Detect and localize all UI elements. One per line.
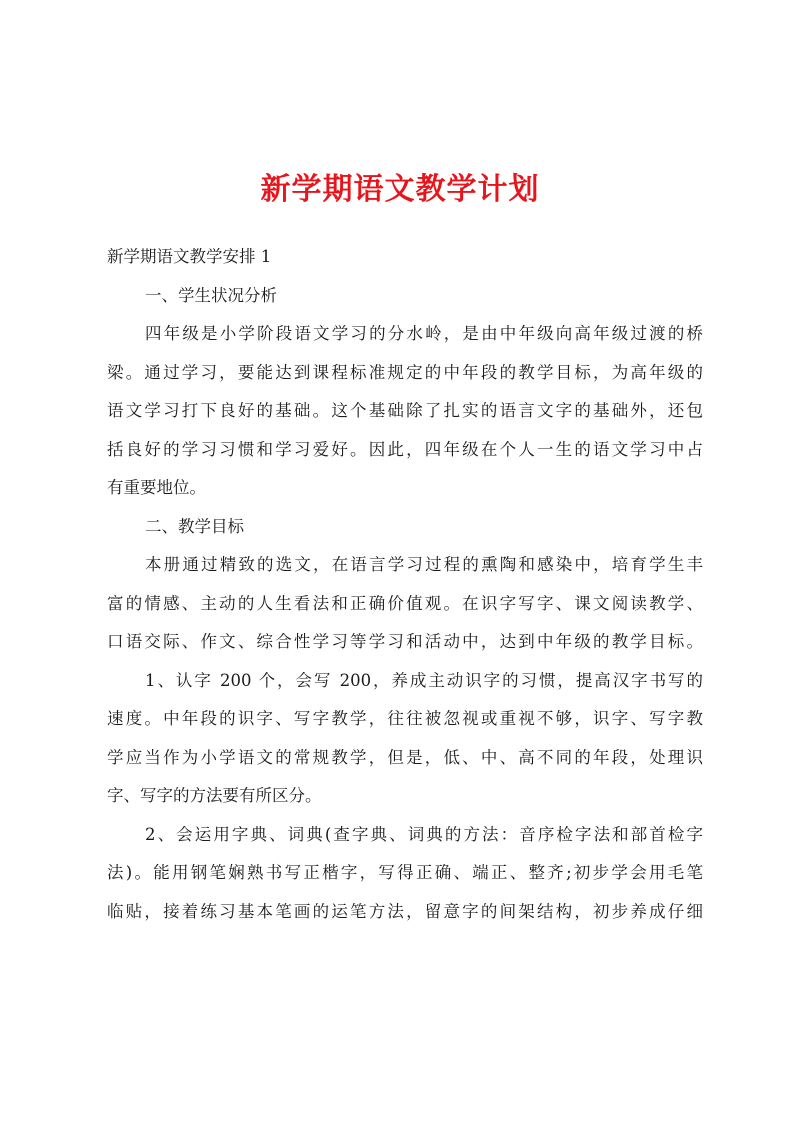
list-item-line: 2、会运用字典、词典(查字典、词典的方法：音序检字法和部首检字 [145,824,703,844]
paragraph-line: 有重要地位。 [107,478,206,497]
document-title: 新学期语文教学计划 [260,172,540,207]
list-item-line: 临贴，接着练习基本笔画的运笔方法，留意字的间架结构，初步养成仔细 [107,901,703,921]
section-heading-student-analysis: 一、学生状况分析 [145,285,277,305]
list-item-line: 1、认字 200 个，会写 200，养成主动识字的习惯，提高汉字书写的 [145,670,703,690]
list-item-line: 学应当作为小学语文的常规教学，但是，低、中、高不同的年段，处理识 [107,747,703,767]
list-item-line: 字、写字的方法要有所区分。 [107,786,322,805]
paragraph-line: 语文学习打下良好的基础。这个基础除了扎实的语言文字的基础外，还包 [107,401,703,420]
section-heading-teaching-goals: 二、教学目标 [145,516,244,536]
paragraph-line: 括良好的学习习惯和学习爱好。因此，四年级在个人一生的语文学习中占 [107,439,703,459]
paragraph-line: 本册通过精致的选文，在语言学习过程的熏陶和感染中，培育学生丰 [145,555,703,574]
paragraph-line: 四年级是小学阶段语文学习的分水岭，是由中年级向高年级过渡的桥 [145,324,703,343]
paragraph-line: 口语交际、作文、综合性学习等学习和活动中，达到中年级的教学目标。 [107,632,703,651]
paragraph-line: 富的情感、主动的人生看法和正确价值观。在识字写字、课文阅读教学、 [107,593,703,613]
list-item-line: 速度。中年段的识字、写字教学，往往被忽视或重视不够，识字、写字教 [107,709,703,728]
list-item-line: 法)。能用钢笔娴熟书写正楷字，写得正确、端正、整齐;初步学会用毛笔 [107,863,703,882]
document-body [107,238,703,931]
paragraph-line: 梁。通过学习，要能达到课程标准规定的中年段的教学目标，为高年级的 [107,362,703,382]
document-heading: 新学期语文教学安排 1 [107,247,272,266]
